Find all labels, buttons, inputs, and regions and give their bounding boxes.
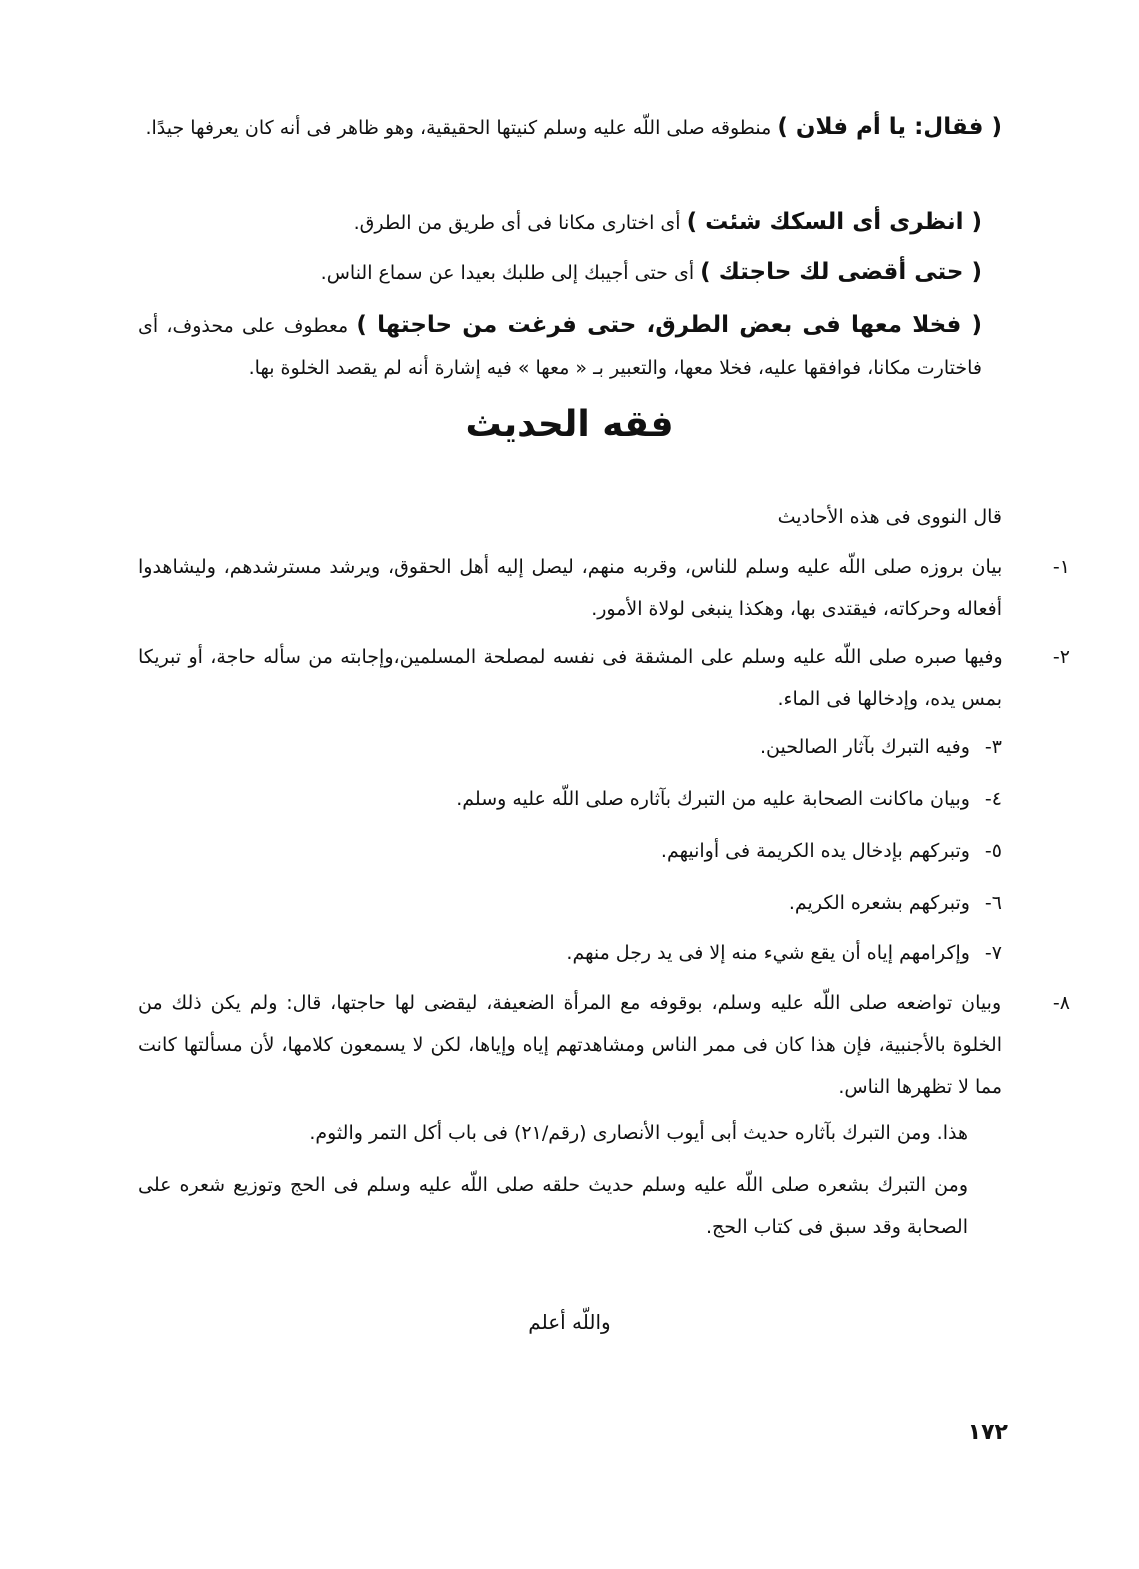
list-item-6 [160, 882, 1002, 924]
page-number: ١٧٢ [967, 1420, 1008, 1445]
intro-paragraph-4 [138, 304, 982, 389]
list-item-text: وإكرامهم إياه أن يقع شيء منه إلا فى يد رجل منهم. [566, 942, 970, 964]
list-number: ٢- [1052, 646, 1070, 668]
list-item-2 [138, 636, 1070, 720]
closing-line: واللّه أعلم [528, 1310, 611, 1334]
intro-paragraph-1 [138, 106, 1002, 149]
list-item-8 [138, 982, 1070, 1108]
list-item-4 [160, 778, 1002, 820]
note-paragraph-2: ومن التبرك بشعره صلى اللّه عليه وسلم حديث حلقه صلى اللّه عليه وسلم فى الحج وتوزيع شعره على الصحابة وقد سبق فى كتاب الحج. [138, 1174, 968, 1238]
list-item-text: وتبركهم بإدخال يده الكريمة فى أوانيهم. [660, 840, 970, 862]
list-number: ٧- [984, 942, 1002, 964]
list-item-3 [160, 726, 1002, 768]
note-paragraph-1: هذا. ومن التبرك بآثاره حديث أبى أيوب الأنصارى (رقم/٢١) فى باب أكل التمر والثوم. [309, 1122, 968, 1144]
list-number: ٨- [1052, 992, 1070, 1014]
quoted-phrase: ( انظرى أى السكك شئت ) [686, 209, 982, 235]
paragraph-text: منطوقه صلى اللّه عليه وسلم كنيتها الحقيقية، وهو ظاهر فى أنه كان يعرفها جيدًا. [145, 117, 772, 139]
intro-paragraph-3 [160, 251, 982, 294]
intro-paragraph-2 [160, 201, 982, 244]
paragraph-text: معطوف على محذوف، أى فاختارت مكانا، فوافقها عليه، فخلا معها، والتعبير بـ « معها » فيه إشارة أنه لم يقصد الخلوة بها. [138, 315, 982, 379]
section-heading: فقه الحديث [465, 404, 674, 445]
list-number: ٦- [984, 892, 1002, 914]
list-item-text: وفيه التبرك بآثار الصالحين. [760, 736, 970, 758]
list-item-5 [160, 830, 1002, 872]
list-number: ١- [1052, 556, 1070, 578]
list-number: ٥- [984, 840, 1002, 862]
quoted-phrase: ( فخلا معها فى بعض الطرق، حتى فرغت من حاجتها ) [356, 312, 982, 338]
list-item-7 [160, 932, 1002, 974]
quoted-phrase: ( فقال: يا أم فلان ) [777, 114, 1002, 140]
list-number: ٣- [984, 736, 1002, 758]
list-item-text: وبيان ماكانت الصحابة عليه من التبرك بآثاره صلى اللّه عليه وسلم. [456, 788, 970, 810]
quoted-phrase: ( حتى أقضى لك حاجتك ) [700, 259, 982, 285]
paragraph-text: أى حتى أجيبك إلى طلبك بعيدا عن سماع الناس. [320, 262, 695, 284]
list-item-text: وبيان تواضعه صلى اللّه عليه وسلم، بوقوفه مع المرأة الضعيفة، ليقضى لها حاجتها، قال: ولم يكن ذلك من الخلوة بالأجنبية، فإن هذا كان فى ممر الناس ومشاهدتهم إياه وإياها، لكن لا يسمعون كلامها، لأن مسألتها كانت مما لا تظهرها الناس. [138, 992, 1002, 1098]
list-number: ٤- [984, 788, 1002, 810]
list-item-1 [138, 546, 1070, 630]
list-item-text: بيان بروزه صلى اللّه عليه وسلم للناس، وقربه منهم، ليصل إليه أهل الحقوق، ويرشد مسترشدهم، وليشاهدوا أفعاله وحركاته، فيقتدى بها، وهكذا ينبغى لولاة الأمور. [138, 556, 1003, 620]
list-item-text: وتبركهم بشعره الكريم. [788, 892, 970, 914]
paragraph-text: أى اختارى مكانا فى أى طريق من الطرق. [353, 212, 681, 234]
list-item-text: وفيها صبره صلى اللّه عليه وسلم على المشقة فى نفسه لمصلحة المسلمين،وإجابته من سأله حاجة، أو تبريكا بمس يده، وإدخالها فى الماء. [138, 646, 1003, 710]
lead-line: قال النووى فى هذه الأحاديث [777, 506, 1002, 528]
